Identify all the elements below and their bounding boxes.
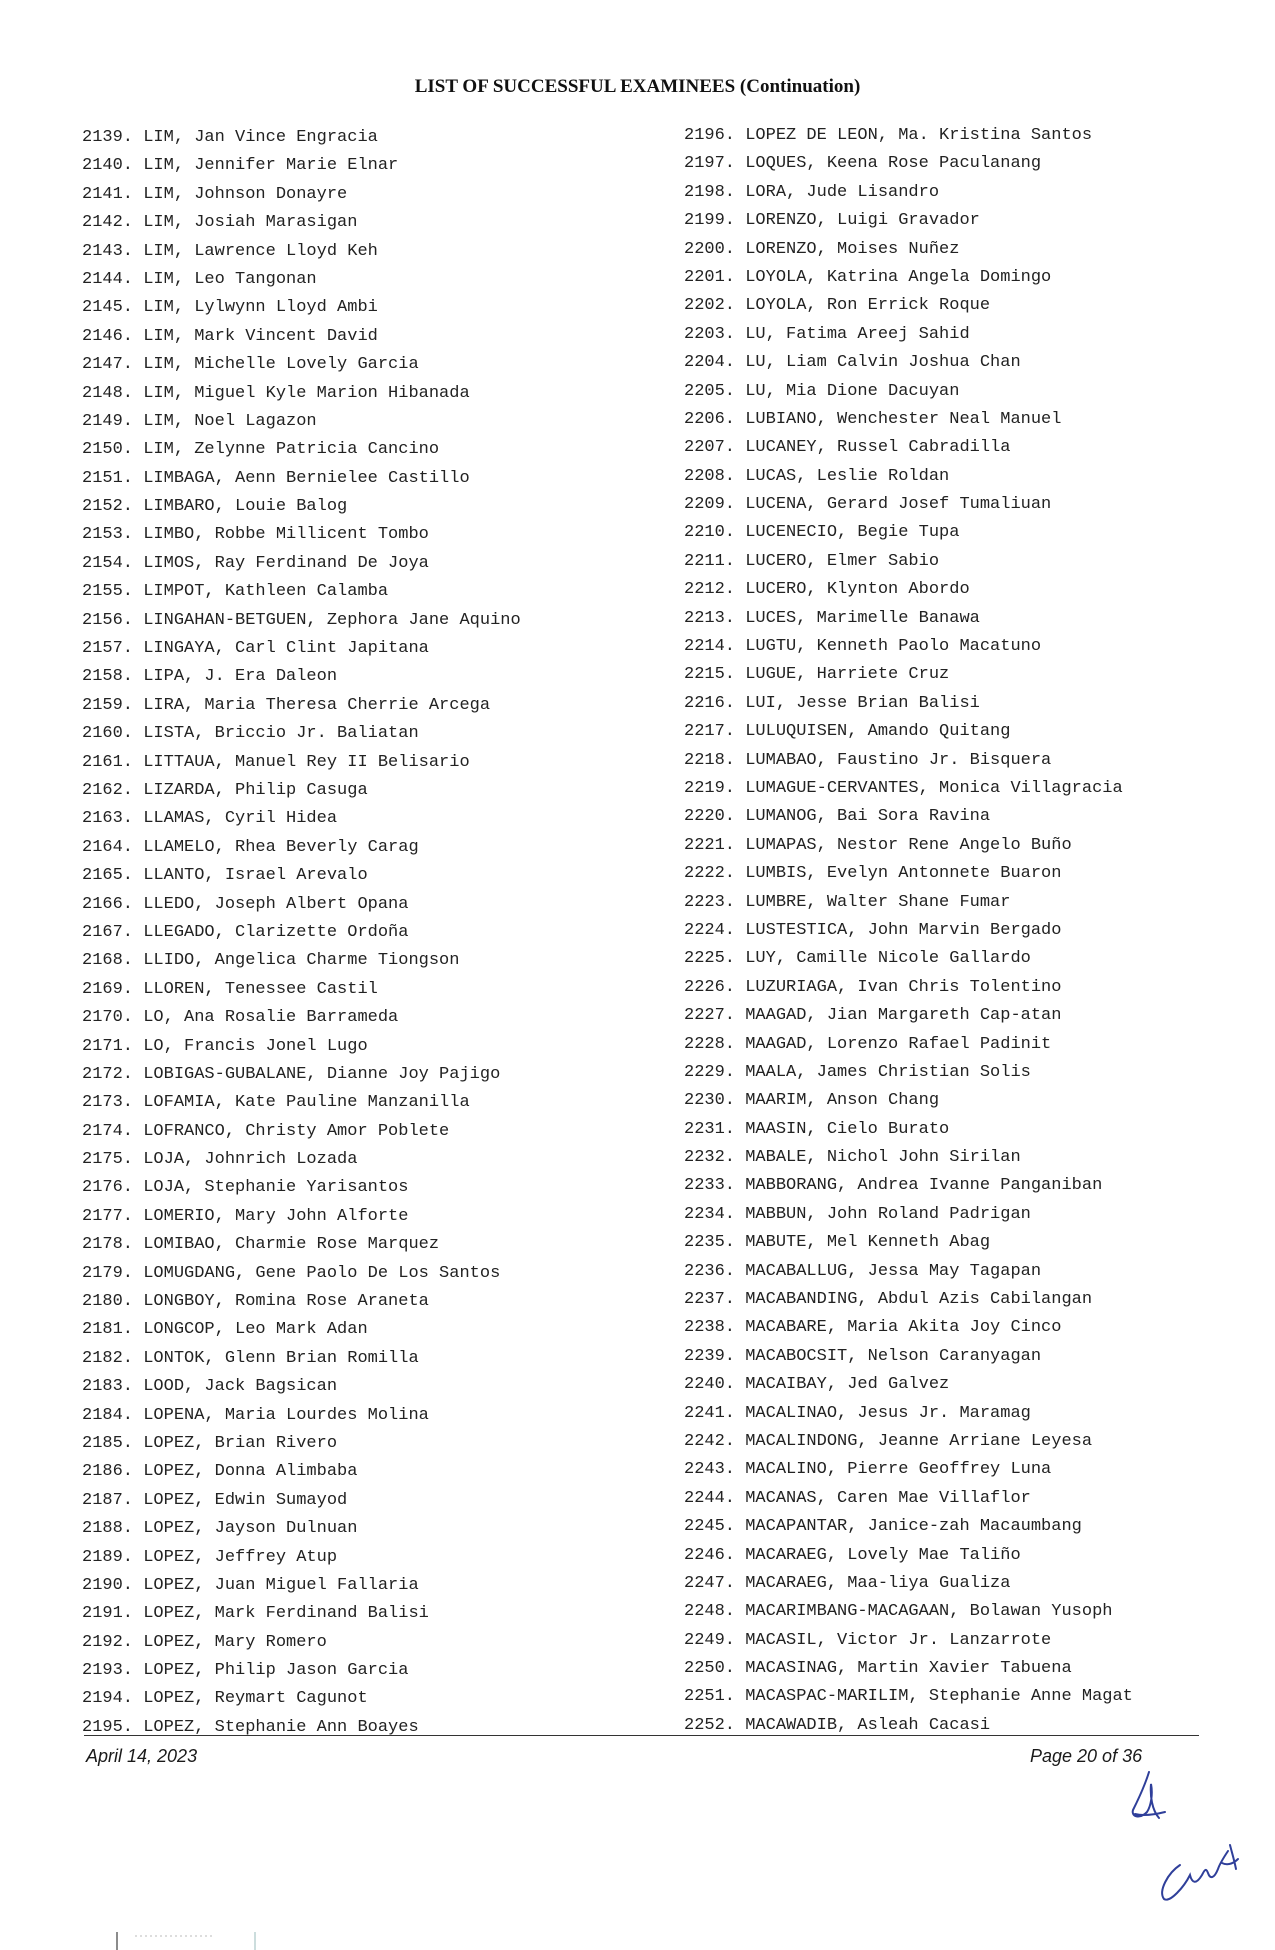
examinee-entry: 2160. LISTA, Briccio Jr. Baliatan	[82, 724, 419, 744]
examinee-entry: 2166. LLEDO, Joseph Albert Opana	[82, 894, 409, 914]
examinee-entry: 2188. LOPEZ, Jayson Dulnuan	[82, 1519, 358, 1539]
examinee-entry: 2142. LIM, Josiah Marasigan	[82, 213, 358, 233]
examinee-entry: 2141. LIM, Johnson Donayre	[82, 184, 348, 204]
examinee-entry: 2245. MACAPANTAR, Janice-zah Macaumbang	[684, 1517, 1082, 1537]
examinee-entry: 2186. LOPEZ, Donna Alimbaba	[82, 1462, 358, 1482]
examinee-entry: 2246. MACARAEG, Lovely Mae Taliño	[684, 1545, 1021, 1565]
examinee-entry: 2215. LUGUE, Harriete Cruz	[684, 665, 950, 685]
examinee-entry: 2198. LORA, Jude Lisandro	[684, 182, 940, 202]
examinee-entry: 2168. LLIDO, Angelica Charme Tiongson	[82, 951, 460, 971]
examinee-entry: 2163. LLAMAS, Cyril Hidea	[82, 809, 338, 829]
examinee-entry: 2193. LOPEZ, Philip Jason Garcia	[82, 1661, 409, 1681]
examinee-entry: 2238. MACABARE, Maria Akita Joy Cinco	[684, 1318, 1062, 1338]
examinee-entry: 2225. LUY, Camille Nicole Gallardo	[684, 949, 1031, 969]
examinee-entry: 2169. LLOREN, Tenessee Castil	[82, 979, 378, 999]
examinee-entry: 2206. LUBIANO, Wenchester Neal Manuel	[684, 409, 1062, 429]
examinee-entry: 2150. LIM, Zelynne Patricia Cancino	[82, 440, 440, 460]
examinee-entry: 2220. LUMANOG, Bai Sora Ravina	[684, 807, 991, 827]
examinee-entry: 2248. MACARIMBANG-MACAGAAN, Bolawan Yusoph	[684, 1602, 1113, 1622]
examinee-entry: 2173. LOFAMIA, Kate Pauline Manzanilla	[82, 1093, 470, 1113]
examinee-entry: 2177. LOMERIO, Mary John Alforte	[82, 1206, 409, 1226]
examinee-entry: 2232. MABALE, Nichol John Sirilan	[684, 1148, 1021, 1168]
examinee-entry: 2153. LIMBO, Robbe Millicent Tombo	[82, 525, 429, 545]
examinee-entry: 2161. LITTAUA, Manuel Rey II Belisario	[82, 752, 470, 772]
examinee-entry: 2242. MACALINDONG, Jeanne Arriane Leyesa	[684, 1431, 1093, 1451]
examinee-entry: 2228. MAAGAD, Lorenzo Rafael Padinit	[684, 1034, 1052, 1054]
examinee-entry: 2222. LUMBIS, Evelyn Antonnete Buaron	[684, 864, 1062, 884]
examinee-entry: 2227. MAAGAD, Jian Margareth Cap-atan	[684, 1006, 1062, 1026]
examinee-entry: 2208. LUCAS, Leslie Roldan	[684, 466, 950, 486]
examinee-entry: 2217. LULUQUISEN, Amando Quitang	[684, 722, 1011, 742]
examinee-entry: 2194. LOPEZ, Reymart Cagunot	[82, 1689, 368, 1709]
examinee-entry: 2224. LUSTESTICA, John Marvin Bergado	[684, 920, 1062, 940]
examinee-entry: 2243. MACALINO, Pierre Geoffrey Luna	[684, 1460, 1052, 1480]
examinee-entry: 2218. LUMABAO, Faustino Jr. Bisquera	[684, 750, 1052, 770]
examinee-entry: 2143. LIM, Lawrence Lloyd Keh	[82, 241, 378, 261]
examinee-entry: 2172. LOBIGAS-GUBALANE, Dianne Joy Pajigo	[82, 1064, 501, 1084]
examinee-entry: 2202. LOYOLA, Ron Errick Roque	[684, 296, 991, 316]
examinee-entry: 2221. LUMAPAS, Nestor Rene Angelo Buño	[684, 835, 1072, 855]
examinee-entry: 2204. LU, Liam Calvin Joshua Chan	[684, 353, 1021, 373]
examinee-entry: 2152. LIMBARO, Louie Balog	[82, 497, 348, 517]
examinee-entry: 2176. LOJA, Stephanie Yarisantos	[82, 1178, 409, 1198]
examinee-entry: 2154. LIMOS, Ray Ferdinand De Joya	[82, 553, 429, 573]
examinee-entry: 2244. MACANAS, Caren Mae Villaflor	[684, 1488, 1031, 1508]
examinee-entry: 2175. LOJA, Johnrich Lozada	[82, 1150, 358, 1170]
examinee-entry: 2164. LLAMELO, Rhea Beverly Carag	[82, 837, 419, 857]
examinee-entry: 2170. LO, Ana Rosalie Barrameda	[82, 1008, 399, 1028]
examinee-entry: 2199. LORENZO, Luigi Gravador	[684, 211, 980, 231]
initials-mark	[1125, 1770, 1175, 1830]
examinee-entry: 2236. MACABALLUG, Jessa May Tagapan	[684, 1261, 1042, 1281]
examinee-entry: 2195. LOPEZ, Stephanie Ann Boayes	[82, 1717, 419, 1737]
examinee-entry: 2144. LIM, Leo Tangonan	[82, 269, 317, 289]
examinee-entry: 2165. LLANTO, Israel Arevalo	[82, 866, 368, 886]
examinee-entry: 2209. LUCENA, Gerard Josef Tumaliuan	[684, 495, 1052, 515]
examinee-entry: 2167. LLEGADO, Clarizette Ordoña	[82, 922, 409, 942]
examinee-entry: 2207. LUCANEY, Russel Cabradilla	[684, 438, 1011, 458]
examinee-entry: 2235. MABUTE, Mel Kenneth Abag	[684, 1233, 991, 1253]
examinee-entry: 2237. MACABANDING, Abdul Azis Cabilangan	[684, 1290, 1093, 1310]
examinee-entry: 2184. LOPENA, Maria Lourdes Molina	[82, 1405, 429, 1425]
examinee-entry: 2159. LIRA, Maria Theresa Cherrie Arcega	[82, 695, 491, 715]
examinee-entry: 2240. MACAIBAY, Jed Galvez	[684, 1375, 950, 1395]
examinee-entry: 2230. MAARIM, Anson Chang	[684, 1091, 940, 1111]
examinee-entry: 2223. LUMBRE, Walter Shane Fumar	[684, 892, 1011, 912]
examinee-entry: 2211. LUCERO, Elmer Sabio	[684, 551, 940, 571]
footer-date: April 14, 2023	[86, 1746, 198, 1766]
examinee-entry: 2252. MACAWADIB, Asleah Cacasi	[684, 1715, 991, 1735]
examinee-entry: 2249. MACASIL, Victor Jr. Lanzarrote	[684, 1630, 1052, 1650]
examinee-entry: 2146. LIM, Mark Vincent David	[82, 326, 378, 346]
examinee-entry: 2157. LINGAYA, Carl Clint Japitana	[82, 639, 429, 659]
examinee-entry: 2185. LOPEZ, Brian Rivero	[82, 1433, 338, 1453]
examinee-entry: 2239. MACABOCSIT, Nelson Caranyagan	[684, 1346, 1042, 1366]
examinee-entry: 2200. LORENZO, Moises Nuñez	[684, 239, 960, 259]
examinee-entry: 2180. LONGBOY, Romina Rose Araneta	[82, 1292, 429, 1312]
examinee-entry: 2156. LINGAHAN-BETGUEN, Zephora Jane Aquino	[82, 610, 521, 630]
examinee-list-right	[684, 122, 1133, 1740]
examinee-entry: 2231. MAASIN, Cielo Burato	[684, 1119, 950, 1139]
signature-mark	[1150, 1835, 1245, 1905]
examinee-entry: 2251. MACASPAC-MARILIM, Stephanie Anne Magat	[684, 1687, 1133, 1707]
examinee-entry: 2216. LUI, Jesse Brian Balisi	[684, 693, 980, 713]
page-title: LIST OF SUCCESSFUL EXAMINEES (Continuation)	[414, 76, 861, 97]
examinee-entry: 2205. LU, Mia Dione Dacuyan	[684, 381, 960, 401]
examinee-entry: 2151. LIMBAGA, Aenn Bernielee Castillo	[82, 468, 470, 488]
examinee-entry: 2247. MACARAEG, Maa-liya Gualiza	[684, 1573, 1011, 1593]
examinee-entry: 2234. MABBUN, John Roland Padrigan	[684, 1204, 1031, 1224]
examinee-entry: 2171. LO, Francis Jonel Lugo	[82, 1036, 368, 1056]
examinee-entry: 2140. LIM, Jennifer Marie Elnar	[82, 156, 399, 176]
examinee-entry: 2148. LIM, Miguel Kyle Marion Hibanada	[82, 383, 470, 403]
examinee-entry: 2155. LIMPOT, Kathleen Calamba	[82, 582, 389, 602]
examinee-entry: 2187. LOPEZ, Edwin Sumayod	[82, 1490, 348, 1510]
examinee-entry: 2250. MACASINAG, Martin Xavier Tabuena	[684, 1659, 1072, 1679]
examinee-entry: 2233. MABBORANG, Andrea Ivanne Panganiban	[684, 1176, 1103, 1196]
examinee-entry: 2212. LUCERO, Klynton Abordo	[684, 580, 970, 600]
examinee-entry: 2147. LIM, Michelle Lovely Garcia	[82, 355, 419, 375]
examinee-entry: 2214. LUGTU, Kenneth Paolo Macatuno	[684, 637, 1042, 657]
examinee-entry: 2158. LIPA, J. Era Daleon	[82, 667, 338, 687]
examinee-entry: 2192. LOPEZ, Mary Romero	[82, 1632, 327, 1652]
examinee-entry: 2203. LU, Fatima Areej Sahid	[684, 324, 970, 344]
examinee-entry: 2219. LUMAGUE-CERVANTES, Monica Villagracia	[684, 778, 1123, 798]
examinee-entry: 2181. LONGCOP, Leo Mark Adan	[82, 1320, 368, 1340]
footer-divider	[84, 1735, 1199, 1736]
examinee-entry: 2174. LOFRANCO, Christy Amor Poblete	[82, 1121, 450, 1141]
page-number: Page 20 of 36	[1030, 1746, 1143, 1766]
examinee-entry: 2139. LIM, Jan Vince Engracia	[82, 128, 378, 147]
examinee-entry: 2213. LUCES, Marimelle Banawa	[684, 608, 980, 628]
examinee-entry: 2191. LOPEZ, Mark Ferdinand Balisi	[82, 1604, 429, 1624]
examinee-entry: 2226. LUZURIAGA, Ivan Chris Tolentino	[684, 977, 1062, 997]
examinee-entry: 2183. LOOD, Jack Bagsican	[82, 1377, 338, 1397]
examinee-entry: 2145. LIM, Lylwynn Lloyd Ambi	[82, 298, 378, 318]
examinee-entry: 2210. LUCENECIO, Begie Tupa	[684, 523, 960, 543]
examinee-entry: 2179. LOMUGDANG, Gene Paolo De Los Santos	[82, 1263, 501, 1283]
examinee-entry: 2190. LOPEZ, Juan Miguel Fallaria	[82, 1575, 419, 1595]
examinee-entry: 2241. MACALINAO, Jesus Jr. Maramag	[684, 1403, 1031, 1423]
examinee-entry: 2196. LOPEZ DE LEON, Ma. Kristina Santos	[684, 126, 1093, 145]
examinee-entry: 2189. LOPEZ, Jeffrey Atup	[82, 1547, 338, 1567]
examinee-entry: 2197. LOQUES, Keena Rose Paculanang	[684, 154, 1042, 174]
examinee-entry: 2149. LIM, Noel Lagazon	[82, 411, 317, 431]
examinee-entry: 2229. MAALA, James Christian Solis	[684, 1062, 1031, 1082]
scan-artifact	[115, 1930, 265, 1950]
examinee-entry: 2182. LONTOK, Glenn Brian Romilla	[82, 1348, 419, 1368]
examinee-list-left	[82, 124, 521, 1742]
examinee-entry: 2178. LOMIBAO, Charmie Rose Marquez	[82, 1235, 440, 1255]
examinee-entry: 2162. LIZARDA, Philip Casuga	[82, 780, 368, 800]
examinee-entry: 2201. LOYOLA, Katrina Angela Domingo	[684, 267, 1052, 287]
